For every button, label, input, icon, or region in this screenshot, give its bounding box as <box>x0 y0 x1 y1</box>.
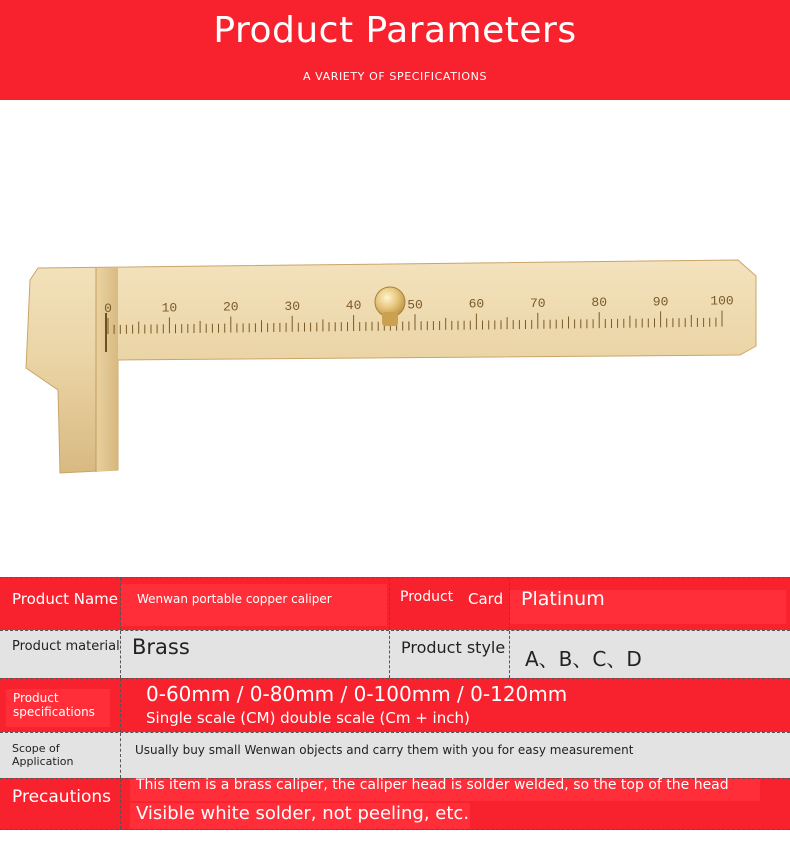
label-product-style: Product style <box>401 638 506 657</box>
page-header <box>0 0 790 100</box>
label-product-card-b: Card <box>468 590 504 608</box>
table-row-precautions <box>0 778 790 830</box>
value-product-name: Wenwan portable copper caliper <box>137 592 332 606</box>
label-scope-1: Scope of <box>12 742 60 755</box>
scale-label: 30 <box>284 298 301 314</box>
scale-label: 10 <box>161 300 178 316</box>
scale-label: 70 <box>529 295 546 311</box>
label-precautions: Precautions <box>12 787 111 807</box>
caliper-slider <box>96 268 118 472</box>
table-row-specifications <box>0 678 790 732</box>
table-row-material <box>0 630 790 678</box>
scale-label: 100 <box>710 293 734 309</box>
page-title: Product Parameters <box>213 10 577 51</box>
scale-label: 50 <box>407 297 423 313</box>
value-precautions-1: This item is a brass caliper, the caliper head is solder welded, so the top of the head <box>136 777 729 793</box>
table-row-product-name <box>0 577 790 630</box>
label-product-name: Product Name <box>12 590 118 608</box>
value-specifications-sizes: 0-60mm / 0-80mm / 0-100mm / 0-120mm <box>146 682 568 706</box>
label-product-card-a: Product <box>400 589 454 605</box>
value-specifications-scale: Single scale (CM) double scale (Cm + inch) <box>146 709 470 727</box>
value-scope: Usually buy small Wenwan objects and carry them with you for easy measurement <box>135 743 634 757</box>
brass-caliper-image <box>0 100 790 577</box>
label-specifications-1: Product <box>13 691 59 705</box>
value-product-card: Platinum <box>521 588 605 610</box>
table-row-scope <box>0 732 790 778</box>
scale-label: 40 <box>345 298 362 314</box>
label-scope-2: Application <box>12 755 74 768</box>
scale-label: 60 <box>468 296 485 312</box>
value-product-style: A、B、C、D <box>525 647 642 671</box>
scale-label: 20 <box>222 299 239 315</box>
value-product-material: Brass <box>132 635 190 659</box>
label-product-material: Product material <box>12 639 120 654</box>
scale-label: 90 <box>652 294 669 310</box>
page-subtitle: A VARIETY OF SPECIFICATIONS <box>302 70 488 83</box>
parameters-table <box>0 577 790 830</box>
label-specifications-2: specifications <box>13 705 95 719</box>
scale-label: 0 <box>104 301 112 316</box>
scale-label: 80 <box>591 295 608 311</box>
value-precautions-2: Visible white solder, not peeling, etc. <box>136 803 470 824</box>
